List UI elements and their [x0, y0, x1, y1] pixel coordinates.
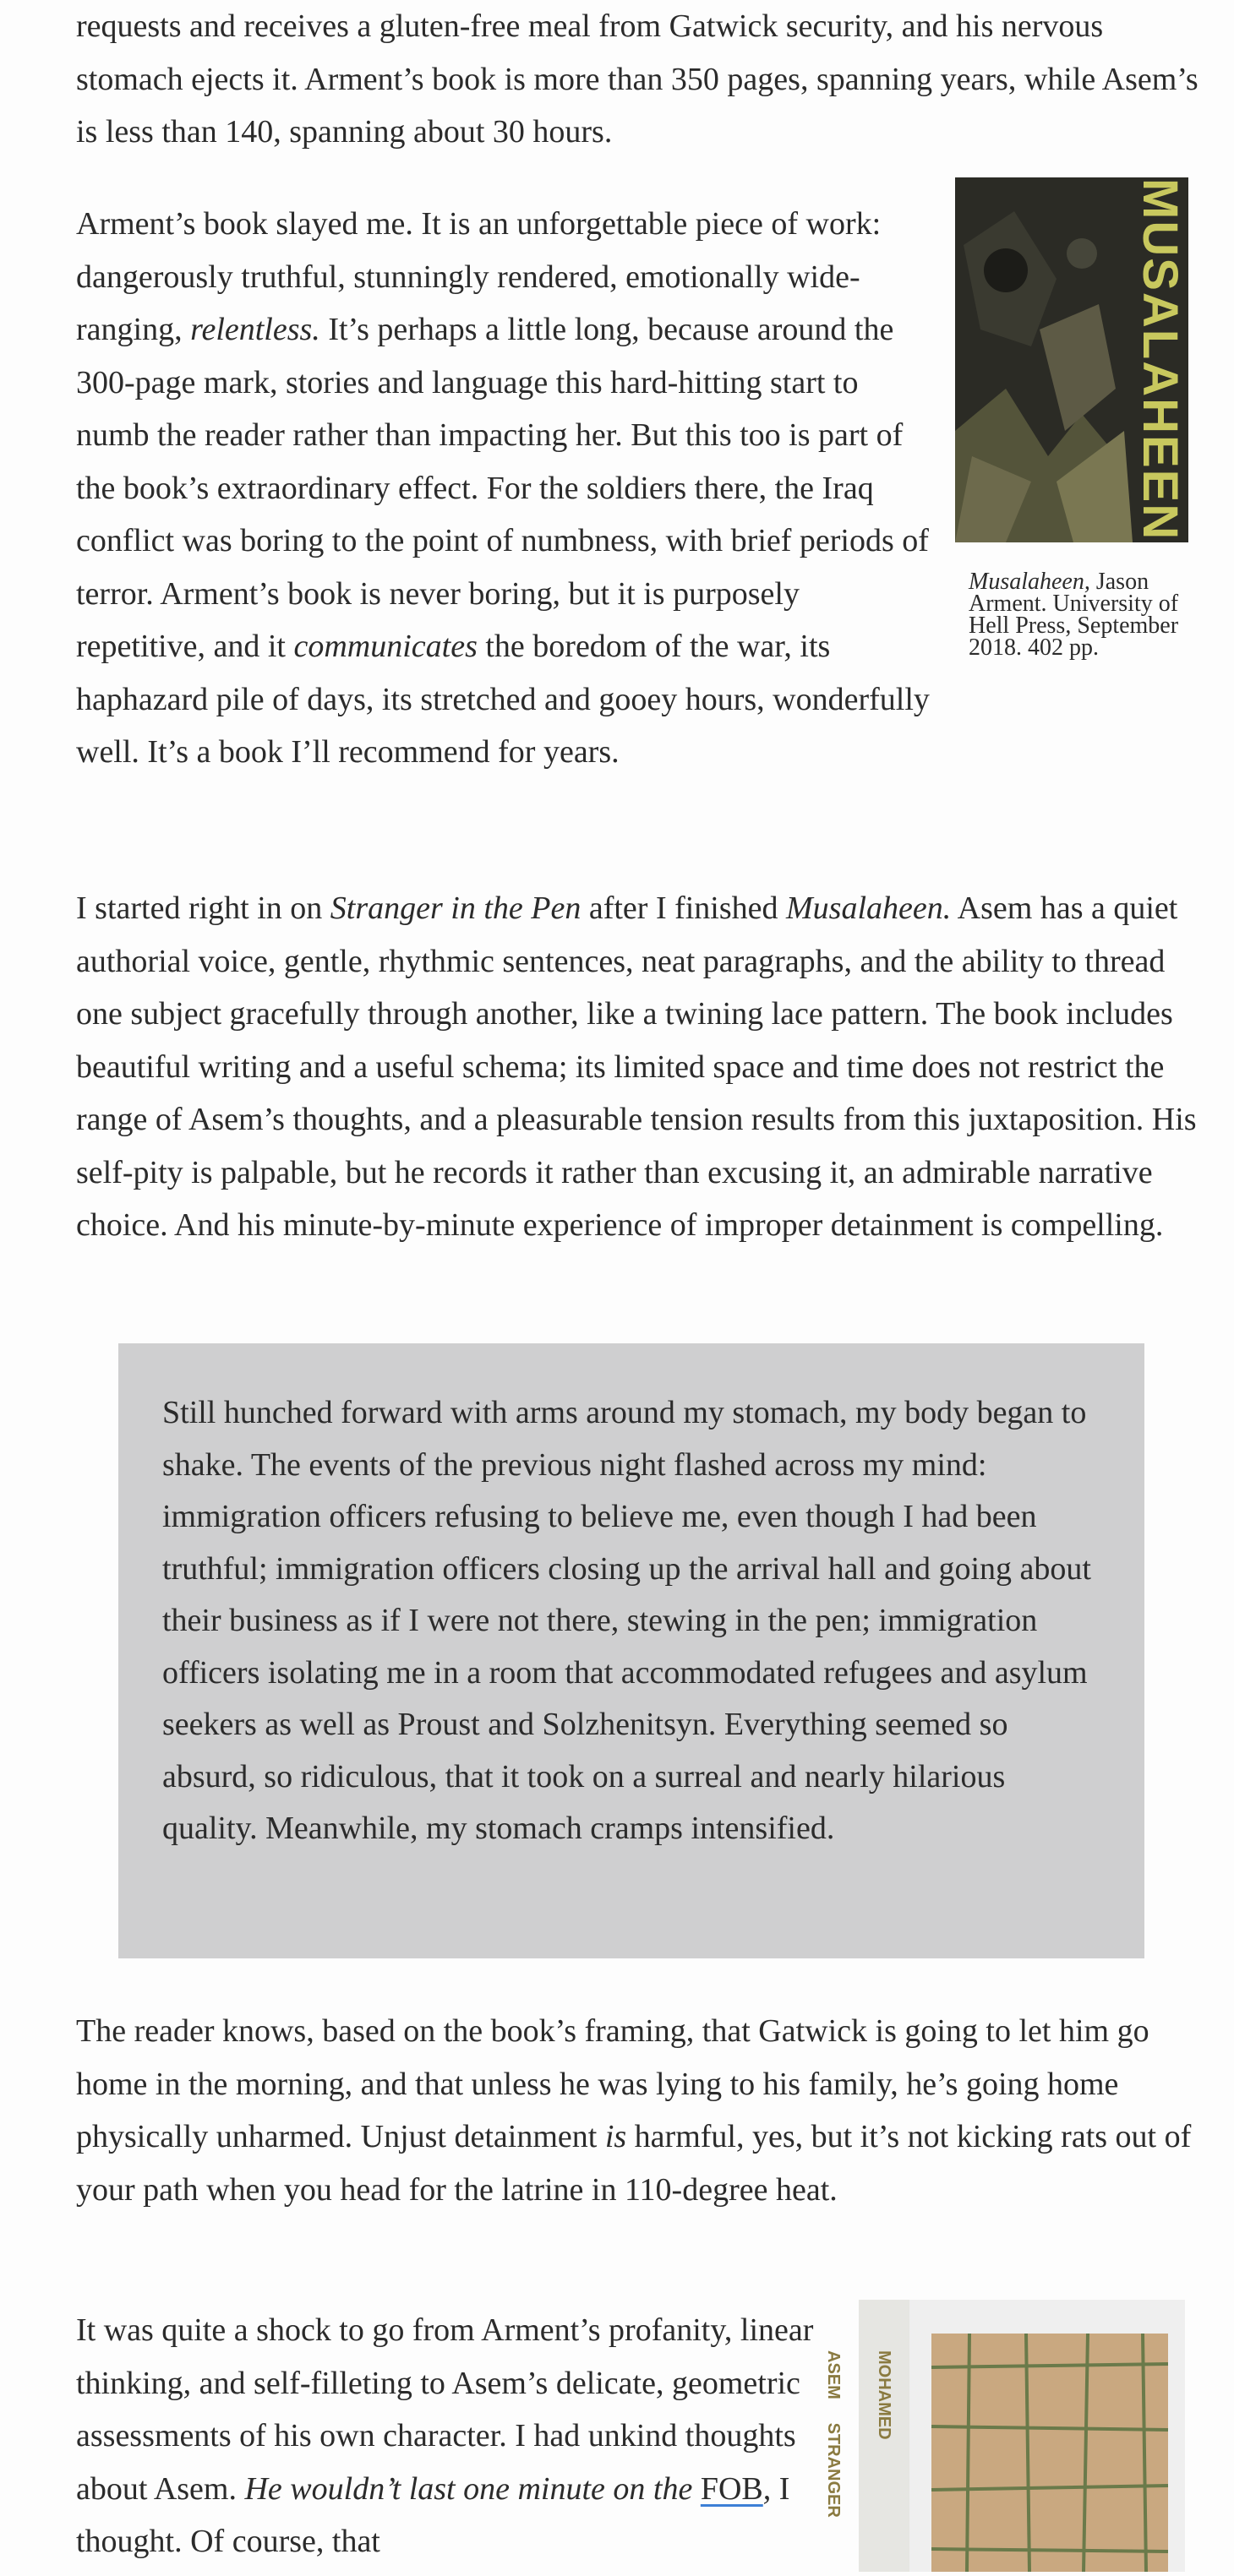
fob-link[interactable]: FOB [700, 2470, 763, 2507]
paragraph-5 [76, 2005, 1200, 2216]
paragraph-5-emphasis: is [604, 2119, 627, 2154]
paragraph-3-emphasis-1: Stranger in the Pen [330, 890, 582, 926]
paragraph-2-text-b: It’s perhaps a little long, because around the 300-page mark, stories and language this hard-hitting start to numb the reader rather than impacting her. But this too is part of the book’s extraordinary effect. For the soldiers there, the Iraq conflict was boring to the point of numbness, with brief periods of terror. Arment’s book is never boring, but it is purposely repetitive, and it [76, 312, 929, 664]
paragraph-2-emphasis-1: relentless. [190, 312, 320, 347]
paragraph-6-text-b: I thought. Of course, that [76, 2470, 790, 2559]
blockquote-text: Still hunched forward with arms around my stomach, my body began to shake. The events of the previous night flashed across my mind: immigration officers refusing to believe me, even though I had been truthful; immigration officers closing up the arrival hall and going about their business as if I were not there, stewing in the pen; immigration officers isolating me in a room that accommodated refugees and asylum seekers as well as Proust and Solzhenitsyn. Everything seemed so absurd, so ridiculous, that it took on a surreal and nearly hilarious quality. Meanwhile, my stomach cramps intensified. [162, 1395, 1091, 1846]
caption-book-title: Musalaheen, [969, 569, 1090, 595]
blockquote [118, 1343, 1144, 1958]
fence-pattern [931, 2334, 1168, 2572]
paragraph-3-text-a: I started right in on [76, 890, 330, 926]
paragraph-2 [76, 198, 930, 779]
paragraph-6-text-a: It was quite a shock to go from Arment’s profanity, linear thinking, and self-filleting to Asem’s delicate, geometric assessments of his own character. I had unkind thoughts about Asem. [76, 2312, 814, 2507]
paragraph-2-text-a: Arment’s book slayed me. It is an unforgettable piece of work: dangerously truthful, stunningly rendered, emotionally wide-ranging, [76, 206, 882, 347]
cover-face [931, 2334, 1168, 2572]
cover-title: MUSALAHEEN [1133, 178, 1188, 542]
paragraph-5-text-b: harmful, yes, but it’s not kicking rats out of your path when you head for the latrine in 110-degree heat. [76, 2119, 1192, 2208]
book-cover-stranger-in-the-pen [824, 2300, 1185, 2572]
paragraph-1: requests and receives a gluten-free meal from Gatwick security, and his nervous stomach ejects it. Arment’s book is more than 350 pages, spanning years, while Asem’s is less than 140, spanning about 30 hours. [76, 8, 1199, 150]
paragraph-3-text-b: after I finished [581, 890, 787, 926]
paragraph-3-text-c: Asem has a quiet authorial voice, gentle, rhythmic sentences, neat paragraphs, and the ability to thread one subject gracefully through another, like a twining lace pattern. The book includes beautiful writing and a useful schema; its limited space and time does not restrict the range of Asem’s thoughts, and a pleasurable tension results from this juxtaposition. His self-pity is palpable, but he records it rather than excusing it, an admirable narrative choice. And his minute-by-minute experience of improper detainment is compelling. [76, 890, 1197, 1243]
book-spine [824, 2300, 909, 2572]
paragraph-6-emphasis-a: He wouldn’t last one minute on the [244, 2470, 701, 2507]
paragraph-6 [76, 2304, 837, 2568]
paragraph-5-text-a: The reader knows, based on the book’s framing, that Gatwick is going to let him go home in the morning, and that unless he was lying to his family, he’s going home physically unharmed. Unjust detainment [76, 2013, 1149, 2154]
book-caption [969, 571, 1197, 659]
paragraph-6-emphasis-b: , [762, 2470, 772, 2507]
paragraph-2-emphasis-2: communicates [293, 629, 478, 664]
paragraph-3 [76, 882, 1200, 1252]
spine-title: STRANGER [824, 2422, 843, 2518]
spine-author: MOHAMED ASEM [824, 2350, 893, 2440]
paragraph-2-text-c: the boredom of the war, its haphazard pile of days, its stretched and gooey hours, wonderfully well. It’s a book I’ll recommend for years. [76, 629, 930, 770]
spine-text [824, 2350, 909, 2572]
book-cover-musalaheen [955, 177, 1188, 542]
caption-details: Jason Arment. University of Hell Press, September 2018. 402 pp. [969, 569, 1179, 661]
paragraph-3-emphasis-2: Musalaheen. [786, 890, 952, 926]
